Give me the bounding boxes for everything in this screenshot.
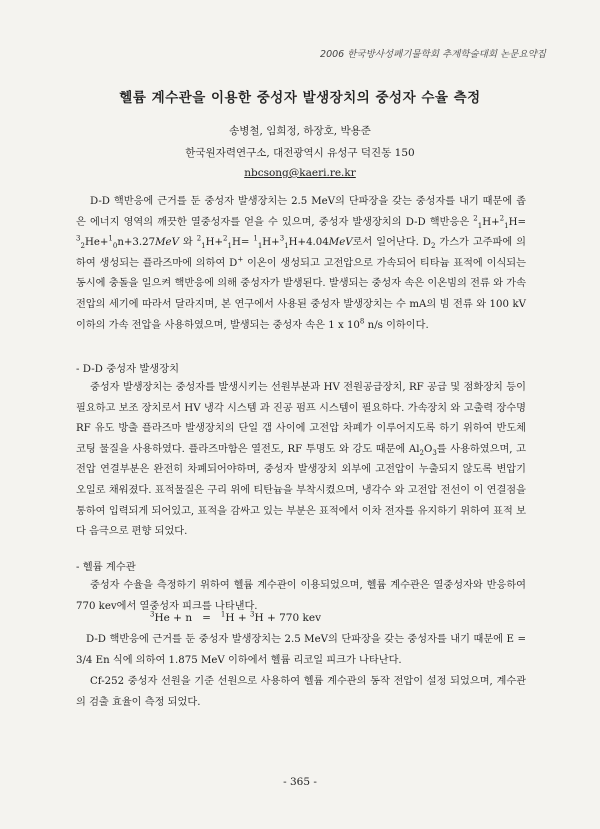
section-heading-helium-counter: - 헬륨 계수관 <box>76 561 136 573</box>
authors: 송병철, 임희정, 하장호, 박용준 <box>229 125 371 137</box>
section-heading-dd-generator: - D-D 중성자 발생장치 <box>76 363 180 375</box>
intro-paragraph: D-D 핵반응에 근거를 둔 중성자 발생장치는 2.5 MeV의 단파장을 갖는 중성자를 내기 때문에 좁은 에너지 영역의 깨끗한 열중성자를 얻을 수 있으며, 중성자 발생장치의 D-D 핵반응은 $^2_1$H+$^2_1$H= $^3_2$He+$^1_0$n+3.27MeV 와 $^2_1$H+$^2_1$H= $^1_1$H+$^3_1$H+4.04MeV로서 일어난다. $D_2$ 가스가 고주파에 의하여 생성되는 플라즈마에 의하여 D+ 이온이 생성되고 고전압으로 가속되어 티타늄 표적에 이식되는 동시에 충돌을 일으켜 핵반응에 의해 중성자가 발생된다. 발생되는 중성자 속은 이온빔의 전류 와 가속 전압의 세기에 따라서 달라지며, 본 연구에서 사용된 중성자 발생장치는 수 mA의 빔 전류 와 100 kV 이하의 가속 전압을 사용하였으며, 발생되는 중성자 속은 1 x $10^8$ n/s 이하이다. <box>76 196 526 331</box>
calibration-paragraph: Cf-252 중성자 선원을 기준 선원으로 사용하여 헬륨 계수관의 동작 전압이 설정 되었으며, 계수관의 검출 효율이 측정 되었다. <box>76 676 526 708</box>
recoil-paragraph: D-D 핵반응에 근거를 둔 중성자 발생장치는 2.5 MeV의 단파장을 갖는 중성자를 내기 때문에 E = 3/4 En 식에 의하여 1.875 MeV 이하에서 헬륨 리코일 피크가 나타난다. <box>76 634 526 666</box>
generator-paragraph: 중성자 발생장치는 중성자를 발생시키는 선원부분과 HV 전원공급장치, RF 공급 및 점화장치 등이 필요하고 보조 장치로서 HV 냉각 시스템 과 진공 펌프 시스템이 필요하다. 가속장치 와 고출력 장수명 RF 유도 방출 플라즈마 발생장치의 단일 갭 사이에 고전압 차폐가 이루어지도록 하기 위하여 반도체 코팅 물질을 사용하였다. 플라즈마함은 열전도, RF 투명도 와 강도 때문에 $Al_2O_3$를 사용하였으며, 고전압 연결부분은 완전히 차폐되어야하며, 중성자 발생장치 외부에 고전압이 누출되지 않도록 변압기 오일로 채워졌다. 표적물질은 구리 위에 티탄늄을 부착시켰으며, 냉각수 와 고전압 전선이 이 연결점을 통하여 입력되게 되어있고, 표적을 감싸고 있는 부분은 표적에서 이차 전자를 유지하기 위하여 표적 보다 음극으로 편향 되었다. <box>76 382 526 538</box>
reaction-equation: $^3$He + n = $^1$H + $^3$H + 770 kev <box>150 610 322 624</box>
affiliation: 한국원자력연구소, 대전광역시 유성구 덕진동 150 <box>185 147 415 159</box>
proceedings-header: 2006 한국방사성폐기물학회 추계학술대회 논문요약집 <box>320 49 546 60</box>
email-link[interactable]: nbcsong@kaeri.re.kr <box>244 167 356 179</box>
page-number: - 365 - <box>283 776 317 788</box>
paper-title: 헬륨 계수관을 이용한 중성자 발생장치의 중성자 수율 측정 <box>119 90 481 106</box>
counter-paragraph: 중성자 수율을 측정하기 위하여 헬륨 계수관이 이용되었으며, 헬륨 계수관은 열중성자와 반응하여 770 kev에서 열중성자 피크를 나타낸다. <box>76 580 526 612</box>
